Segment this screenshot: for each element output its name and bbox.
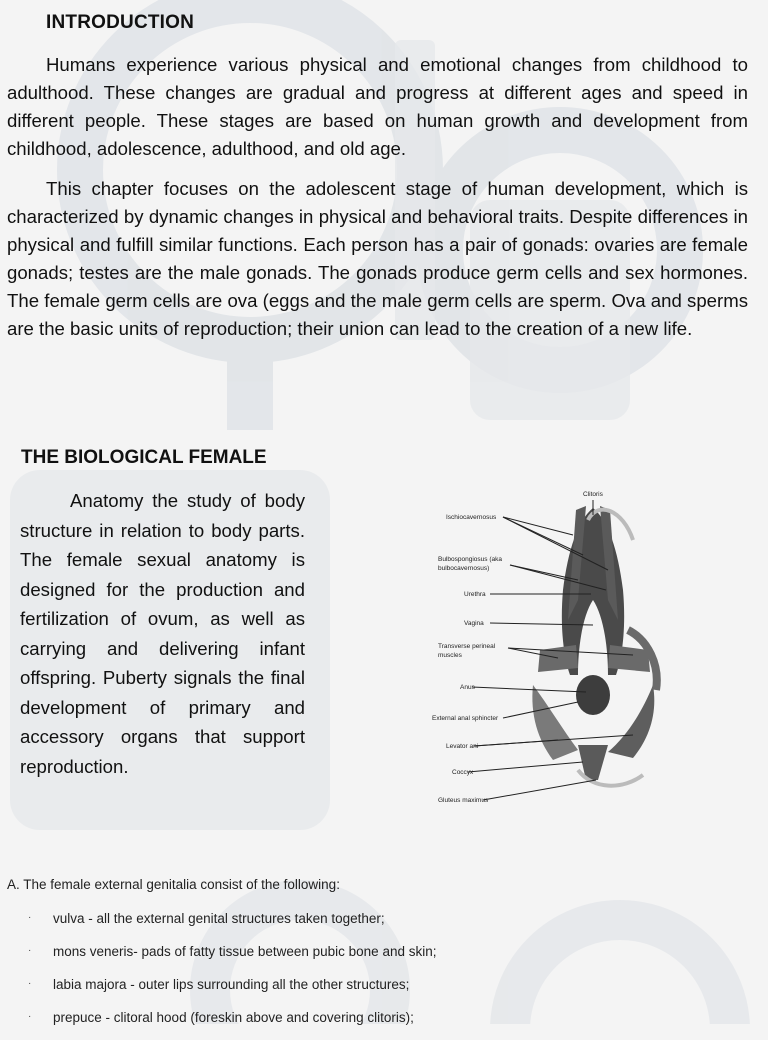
label-ischiocavernosus: Ischiocavernosus [446, 514, 497, 521]
external-genitalia-intro: A. The female external genitalia consist of the following: [7, 877, 340, 892]
list-item-text: vulva - all the external genital structures taken together; [53, 911, 385, 926]
label-vagina: Vagina [464, 620, 484, 627]
list-item-text: prepuce - clitoral hood (foreskin above and covering clitoris); [53, 1010, 414, 1025]
label-gluteus-maximus: Gluteus maximus [438, 797, 489, 804]
label-bulbospongiosus: Bulbospongiosus (aka [438, 556, 502, 563]
external-genitalia-list [0, 908, 436, 1040]
bullet-icon: · [28, 978, 32, 989]
list-item [0, 974, 436, 1007]
biological-female-heading: THE BIOLOGICAL FEMALE [21, 447, 267, 468]
biological-female-paragraph: Anatomy the study of body structure in relation to body parts. The female sexual anatomy is designed for the production and fertilization of ovum, as well as carrying and delivering infant offspring. Puberty signals the final development of primary and accessory organs that support reproduction. [20, 490, 305, 777]
list-item [0, 908, 436, 941]
introduction-paragraph-1: Humans experience various physical and emotional changes from childhood to adulthood. These changes are gradual and progress at different ages and speed in different people. These stages are based on human growth and development from childhood, adolescence, adulthood, and old age. [7, 54, 748, 159]
bullet-icon: · [28, 945, 32, 956]
list-item-text: mons veneris- pads of fatty tissue between pubic bone and skin; [53, 944, 437, 959]
label-muscles: muscles [438, 652, 462, 659]
label-coccyx: Coccyx [452, 769, 474, 776]
label-levator-ani: Levator ani [446, 743, 479, 750]
bullet-icon: · [28, 912, 32, 923]
female-pelvic-muscles-figure [428, 440, 678, 820]
label-urethra: Urethra [464, 591, 486, 598]
list-item [0, 941, 436, 974]
anatomy-diagram [428, 440, 678, 820]
anal-sphincter-shape [576, 675, 610, 715]
label-bulbocavernosus: bulbocavernosus) [438, 565, 490, 572]
bullet-icon: · [28, 1011, 32, 1022]
label-transverse-perineal: Transverse perineal [438, 643, 496, 650]
label-external-anal-sphincter: External anal sphincter [432, 715, 499, 722]
list-item-text: labia majora - outer lips surrounding all the other structures; [53, 977, 410, 992]
label-clitoris: Clitoris [583, 491, 603, 498]
introduction-paragraph-2: This chapter focuses on the adolescent stage of human development, which is characterized by dynamic changes in physical and behavioral traits. Despite differences in physical and fulfill similar functions. Each person has a pair of gonads: ovaries are female gonads; testes are the male gonads. The gonads produce germ cells and sex hormones. The female germ cells are ova (eggs and the male germ cells are sperm. Ova and sperms are the basic units of reproduction; their union can lead to the creation of a new life. [7, 178, 748, 339]
introduction-heading: INTRODUCTION [46, 12, 195, 33]
label-anus: Anus [460, 684, 475, 691]
